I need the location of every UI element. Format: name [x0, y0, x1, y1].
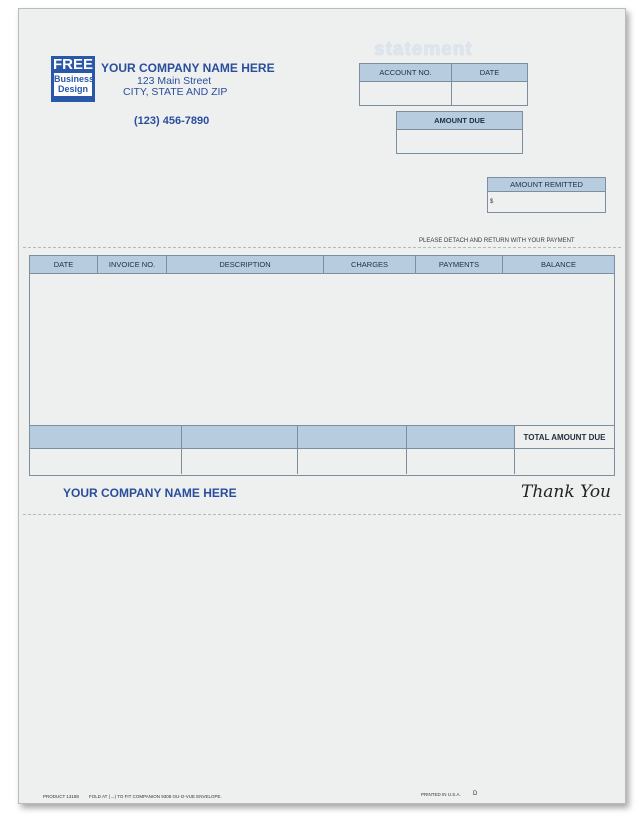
totals-cell-2 — [182, 426, 298, 449]
logo-free-text: FREE — [52, 56, 93, 73]
totals-value-4[interactable] — [407, 449, 515, 474]
product-number: PRODUCT 13188 — [43, 794, 79, 799]
amount-remitted-label: AMOUNT REMITTED — [488, 178, 605, 192]
totals-cell-3 — [298, 426, 407, 449]
detach-instruction: PLEASE DETACH AND RETURN WITH YOUR PAYMENT — [419, 238, 575, 244]
amount-due-label: AMOUNT DUE — [397, 112, 522, 130]
perforation-line-bottom — [23, 514, 621, 515]
col-description: DESCRIPTION — [167, 256, 324, 273]
account-date-values — [360, 82, 527, 105]
total-amount-due-field[interactable] — [515, 449, 614, 474]
amount-due-box — [396, 111, 523, 154]
account-date-header — [360, 64, 527, 82]
totals-value-2[interactable] — [182, 449, 298, 474]
total-amount-due-label: TOTAL AMOUNT DUE — [515, 426, 614, 449]
col-date: DATE — [30, 256, 98, 273]
statement-form — [18, 8, 626, 804]
totals-cell-4 — [407, 426, 515, 449]
col-invoice-no: INVOICE NO. — [98, 256, 167, 273]
thank-you-signature: Thank You — [521, 482, 612, 502]
totals-value-3[interactable] — [298, 449, 407, 474]
free-business-design-logo — [51, 56, 95, 102]
printed-in-usa: PRINTED IN U.S.A. — [421, 792, 461, 797]
amount-remitted-box — [487, 177, 606, 213]
table-header-row — [30, 256, 614, 274]
logo-business-design-text — [54, 73, 95, 96]
date-label: DATE — [479, 68, 500, 77]
table-body[interactable] — [30, 274, 614, 426]
amount-due-field[interactable] — [397, 130, 522, 153]
logo-business-text: Business — [54, 74, 95, 84]
statement-title: statement — [374, 39, 473, 60]
company-phone: (123) 456-7890 — [134, 115, 210, 127]
company-street: 123 Main Street — [137, 75, 212, 87]
account-no-field[interactable] — [360, 82, 452, 105]
col-payments: PAYMENTS — [416, 256, 503, 273]
currency-symbol: $ — [490, 199, 494, 205]
print-mark: D — [473, 791, 478, 797]
amount-remitted-field[interactable] — [488, 192, 605, 212]
perforation-line-top — [23, 247, 621, 248]
totals-cell-1 — [30, 426, 182, 449]
totals-table — [29, 425, 615, 476]
account-date-box — [359, 63, 528, 106]
logo-design-text: Design — [57, 84, 88, 94]
totals-value-row — [30, 449, 614, 474]
statement-table — [29, 255, 615, 427]
company-name: YOUR COMPANY NAME HERE — [101, 61, 275, 75]
fold-instructions: FOLD AT (→) TO FIT COMPANION 9308 OU-O-VUE ENVELOPE. — [89, 794, 222, 799]
footer-company-name: YOUR COMPANY NAME HERE — [63, 486, 237, 500]
date-field[interactable] — [452, 82, 527, 105]
totals-value-1[interactable] — [30, 449, 182, 474]
col-charges: CHARGES — [324, 256, 416, 273]
totals-header-row — [30, 426, 614, 449]
col-balance: BALANCE — [540, 260, 576, 269]
company-city: CITY, STATE AND ZIP — [123, 86, 228, 98]
account-no-label: ACCOUNT NO. — [360, 64, 452, 81]
